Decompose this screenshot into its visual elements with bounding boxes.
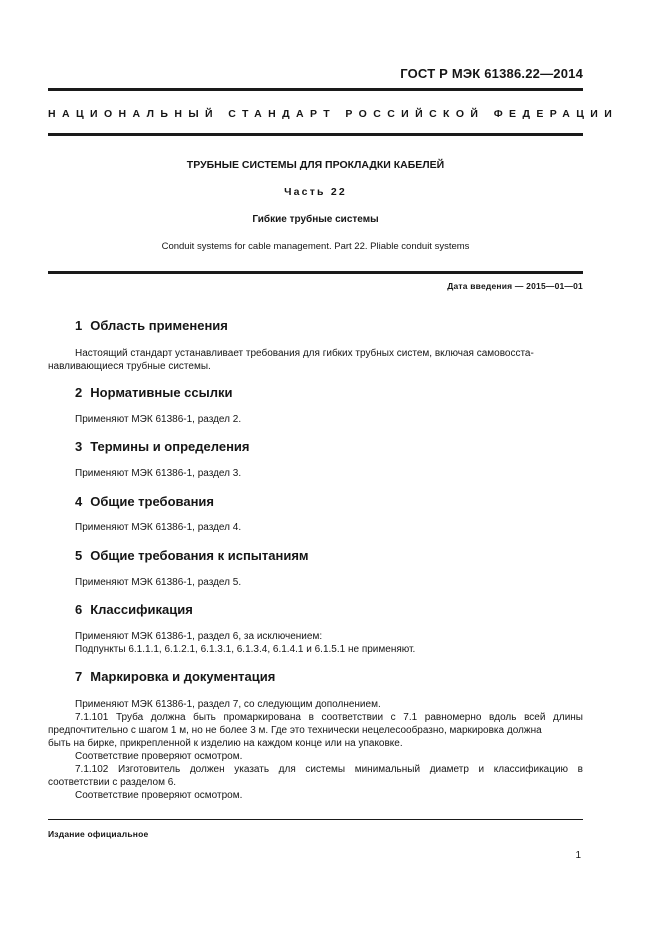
section-heading: [75, 494, 214, 509]
body-line: Применяют МЭК 61386-1, раздел 5.: [75, 577, 242, 588]
section-title: Классификация: [90, 602, 193, 617]
section-heading: [75, 548, 309, 563]
section-title: Нормативные ссылки: [90, 385, 233, 400]
section-title: Общие требования: [90, 494, 214, 509]
section-number: 5: [75, 548, 83, 563]
document-title: ТРУБНЫЕ СИСТЕМЫ ДЛЯ ПРОКЛАДКИ КАБЕЛЕЙ: [186, 159, 445, 171]
page-number: 1: [575, 850, 581, 861]
body-line: Настоящий стандарт устанавливает требования для гибких трубных систем, включая самовосста-: [75, 348, 534, 359]
part-label: Часть 22: [284, 186, 347, 198]
body-line: Соответствие проверяют осмотром.: [75, 751, 243, 762]
body-line: Применяют МЭК 61386-1, раздел 7, со следующим дополнением.: [75, 699, 381, 710]
body-line: навливающиеся трубные системы.: [48, 361, 211, 372]
body-line: Применяют МЭК 61386-1, раздел 4.: [75, 522, 242, 533]
body-line: Соответствие проверяют осмотром.: [75, 790, 243, 801]
section-body: [48, 630, 583, 656]
english-title: Conduit systems for cable management. Part 22. Pliable conduit systems: [161, 241, 470, 252]
section-body: [48, 347, 583, 373]
section-heading: [75, 439, 250, 454]
edition-label: Издание официальное: [48, 829, 149, 839]
section-heading: [75, 602, 193, 617]
body-line: соответствии с разделом 6.: [48, 777, 177, 788]
body-line: предпочтительно с шагом 1 м, но не более 3 м. Где это технически нецелесообразно, маркировка должна: [48, 725, 542, 736]
body-line: Подпункты 6.1.1.1, 6.1.2.1, 6.1.3.1, 6.1.3.4, 6.1.4.1 и 6.1.5.1 не применяют.: [75, 644, 416, 655]
body-line: быть на бирке, прикрепленной к изделию на каждом конце или на упаковке.: [48, 738, 403, 749]
section-title: Область применения: [90, 318, 228, 333]
title-block-rule: [48, 271, 583, 274]
footer-rule: [48, 819, 583, 820]
national-standard-rule: [48, 133, 583, 136]
header-rule: [48, 88, 583, 91]
body-line: Применяют МЭК 61386-1, раздел 6, за исключением:: [75, 631, 323, 642]
section-number: 3: [75, 439, 83, 454]
section-body: [48, 698, 583, 802]
document-number: ГОСТ Р МЭК 61386.22—2014: [400, 66, 583, 81]
section-number: 4: [75, 494, 83, 509]
section-title: Маркировка и документация: [90, 669, 276, 684]
section-number: 2: [75, 385, 83, 400]
body-line: Применяют МЭК 61386-1, раздел 2.: [75, 414, 242, 425]
national-standard-label: НАЦИОНАЛЬНЫЙ СТАНДАРТ РОССИЙСКОЙ ФЕДЕРАЦИИ: [48, 108, 619, 120]
section-title: Общие требования к испытаниям: [90, 548, 309, 563]
section-number: 6: [75, 602, 83, 617]
body-line: 7.1.101 Труба должна быть промаркирована в соответствии с 7.1 равномерно вдоль всей длины: [75, 712, 583, 723]
section-heading: [75, 318, 228, 333]
section-number: 7: [75, 669, 83, 684]
section-heading: [75, 669, 275, 684]
section-number: 1: [75, 318, 83, 333]
section-heading: [75, 385, 232, 400]
section-title: Термины и определения: [90, 439, 250, 454]
document-subtitle: Гибкие трубные системы: [252, 214, 379, 225]
body-line: 7.1.102 Изготовитель должен указать для системы минимальный диаметр и классификацию в: [75, 764, 583, 775]
body-line: Применяют МЭК 61386-1, раздел 3.: [75, 468, 242, 479]
introduction-date: Дата введения — 2015—01—01: [447, 281, 583, 291]
